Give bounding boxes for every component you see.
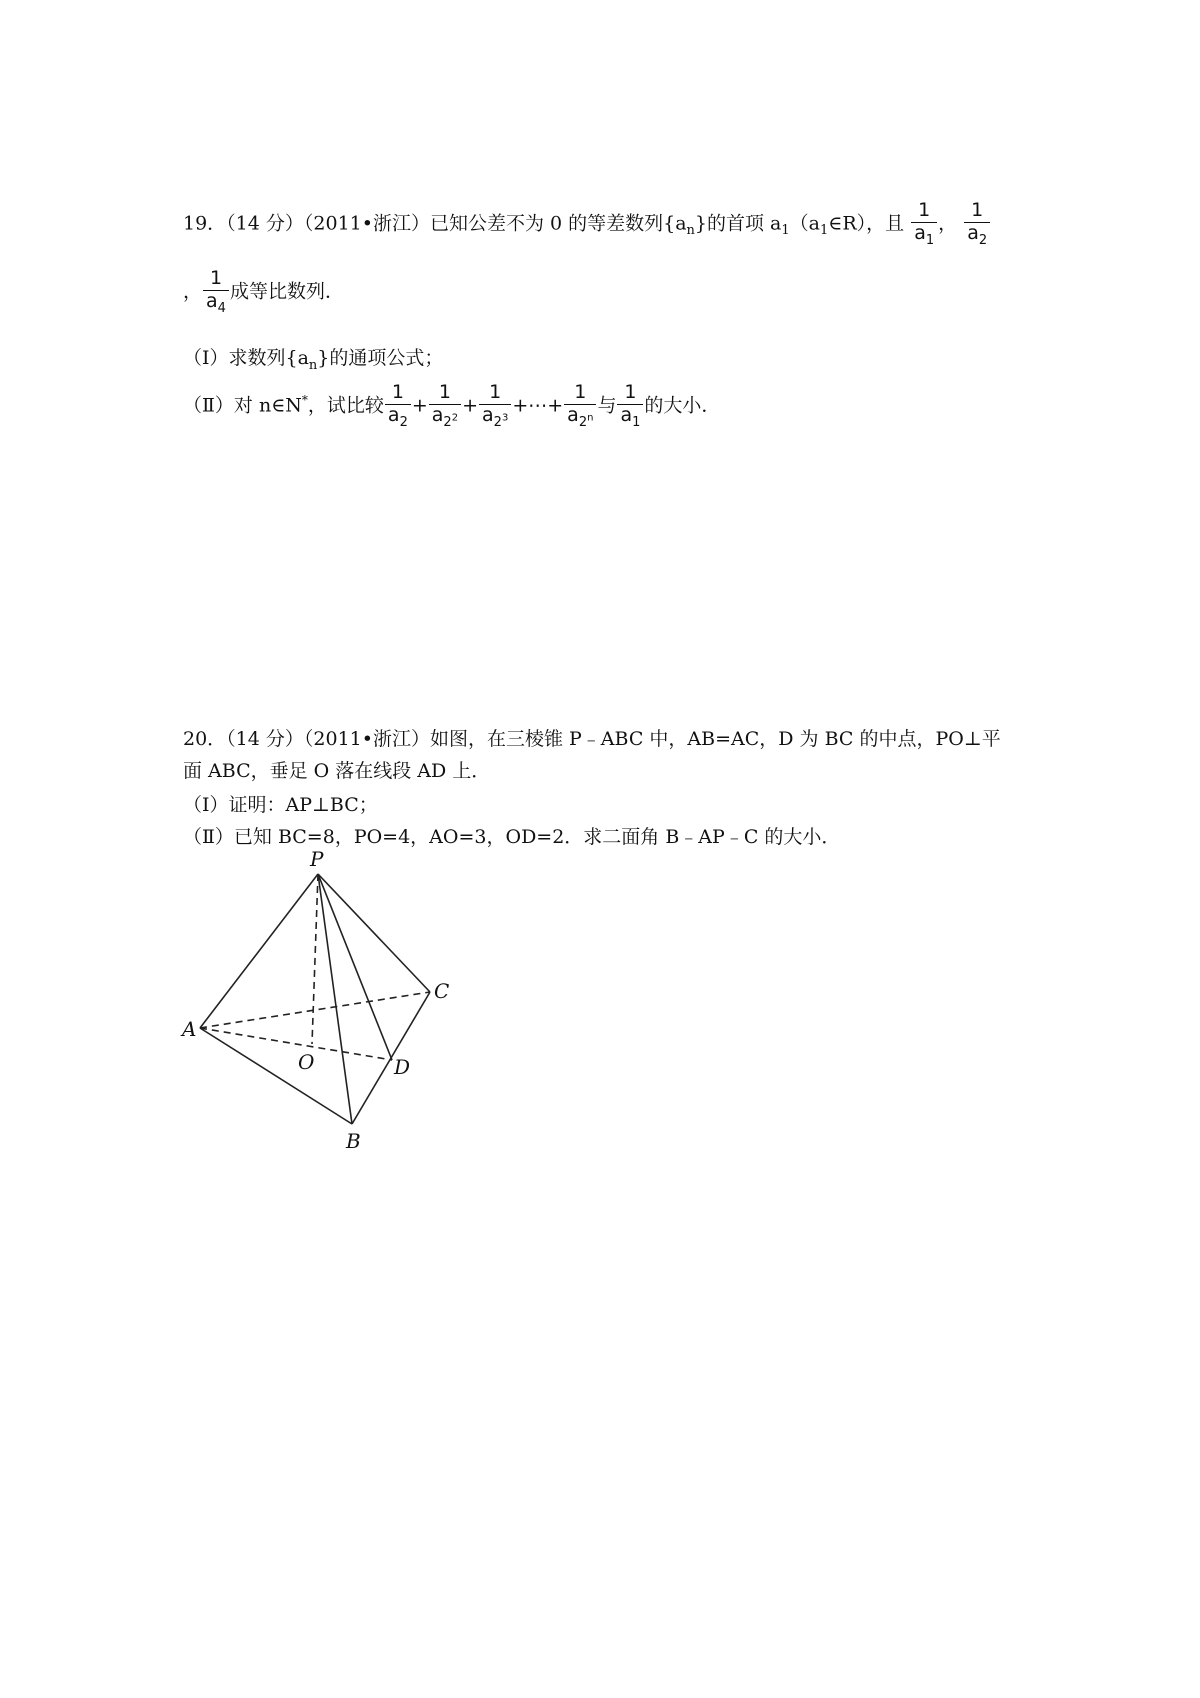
q20-part2: （Ⅱ）已知 BC=8，PO=4，AO=3，OD=2．求二面角 B﹣AP﹣C 的大小． [183,826,841,848]
fraction-1-over-a2-squared: $\frac{1}{a_{2^2}}$ [429,382,461,431]
fraction-1-over-a2-to-n: $\frac{1}{a_{2^n}}$ [564,382,596,431]
edge-PC [318,874,430,992]
fraction-1-over-a2-cubed: $\frac{1}{a_{2^3}}$ [479,382,511,431]
fraction-1-over-a1: $\frac{1}{a_1}$ [911,200,937,249]
edge-AB [200,1028,352,1124]
q19-line2: ， $\frac{1}{a_4}$ 成等比数列． [183,267,344,316]
label-D: D [394,1055,411,1079]
edge-PO [312,874,318,1044]
fraction-1-over-a4: $\frac{1}{a_4}$ [203,268,229,317]
label-O: O [298,1050,315,1074]
label-C: C [434,979,450,1003]
q19-line1: 19．（14 分）（2011•浙江）已知公差不为 0 的等差数列$\{a_n\}$的首项 $a_1(a_1\in R)$，且 $\frac{1}{a_1}$ ， $\frac{1}{a_2}$ [183,200,991,249]
q20-line2: 面 ABC，垂足 O 落在线段 AD 上． [183,760,491,782]
fraction-1-over-a2: $\frac{1}{a_2}$ [964,200,990,249]
fraction-1-over-a1: $\frac{1}{a_1}$ [617,382,643,431]
label-P: P [310,847,324,871]
q19-part2: （Ⅱ）对 n∈N*，试比较 $\frac{1}{a_2}$ + $\frac{1}{a_{2^2}}$ + $\frac{1}{a_{2^3}}$ +⋯+ $\frac{1}{a_{2^n}}$ 与 $\frac{1}{a_1}$ 的大小． [183,381,721,430]
q19-part1: （Ⅰ）求数列$\{a_n\}$的通项公式； [183,347,444,373]
edge-PD [318,874,392,1060]
edge-BC [352,992,430,1124]
q20-line1: 20．（14 分）（2011•浙江）如图，在三棱锥 P﹣ABC 中，AB=AC，D 为 BC 的中点，PO⊥平 [183,728,1001,750]
label-A: A [182,1017,197,1041]
edge-AC [200,992,430,1028]
edge-PB [318,874,352,1124]
edge-AD [200,1028,392,1060]
fraction-1-over-a2: $\frac{1}{a_2}$ [385,382,411,431]
tetrahedron-figure [180,846,460,1156]
edge-PA [200,874,318,1028]
q20-part1: （Ⅰ）证明：AP⊥BC； [183,794,378,816]
label-B: B [346,1129,361,1153]
